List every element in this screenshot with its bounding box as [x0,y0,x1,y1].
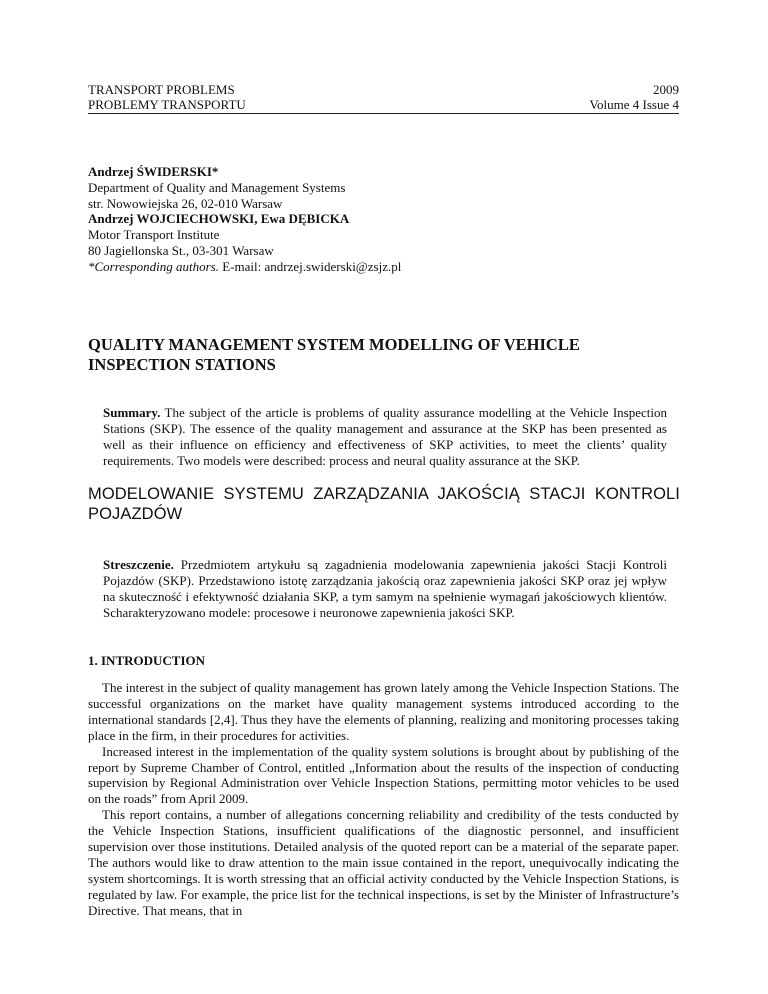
abstract-text: Przedmiotem artykułu są zagadnienia modelowania zapewnienia jakości Stacji Kontroli Pojazdów (SKP). Przedstawiono istotę zarządzania jakością oraz zapewnienia jakości SKP oraz jej wpływ na skuteczność i efektywność działania SKP, a tym samym na spełnienie wymagań jakościowych klientów. Scharakteryzowano modele: procesowe i neuronowe zapewnienia jakości SKP. [103,557,667,620]
body-text [88,680,679,919]
affiliation-address: str. Nowowiejska 26, 02-010 Warsaw [88,195,283,211]
affiliation-address: 80 Jagiellonska St., 03-301 Warsaw [88,242,274,258]
corresponding-author [88,259,688,275]
author-block [88,164,688,275]
journal-name-pl: PROBLEMY TRANSPORTU [88,97,246,112]
corresponding-email: E-mail: andrzej.swiderski@zsjz.pl [218,258,402,274]
affiliation-line: Department of Quality and Management Systems [88,179,346,195]
paragraph: The interest in the subject of quality management has grown lately among the Vehicle Inspection Stations. The successful organizations on the market have quality management systems introduced according to the international standards [2,4]. Thus they have the elements of planning, realizing and monitoring processes taking place in the firm, in their procedures for activities. [88,680,679,743]
paragraph: Increased interest in the implementation of the quality system solutions is brought about by publishing of the report by Supreme Chamber of Control, entitled „Information about the results of the inspection of conducting supervision by Regional Administration over Vehicle Inspection Stations, permitting motor vehicles to be used on the roads” from April 2009. [88,743,679,807]
abstract-pl [103,557,667,621]
abstract-en [103,405,667,469]
section-heading: 1. INTRODUCTION [88,653,206,668]
author-name: Andrzej WOJCIECHOWSKI, Ewa DĘBICKA [88,211,350,227]
journal-year: 2009 [653,82,679,97]
author-name: Andrzej ŚWIDERSKI* [88,164,219,179]
journal-volume: Volume 4 Issue 4 [589,97,679,112]
abstract-text: The subject of the article is problems of quality assurance modelling at the Vehicle Inspection Stations (SKP). The essence of the quality management and assurance at the SKP has been presented as well as their influence on efficiency and effectiveness of SKP activities, to meet the clients’ quality requirements. Two models were described: process and neural quality assurance at the SKP. [103,405,667,468]
paper-title-en [88,335,688,374]
abstract-label: Summary. [103,405,161,420]
affiliation-line: Motor Transport Institute [88,227,220,243]
paper-title-line: INSPECTION STATIONS [88,354,276,374]
running-header [88,82,679,114]
corresponding-label: *Corresponding authors. [88,258,219,274]
paragraph: This report contains, a number of allegations concerning reliability and credibility of the tests conducted by the Vehicle Inspection Stations, insufficient qualifications of the diagnostic personnel, and insufficient supervision over those institutions. Detailed analysis of the quoted report can be a material of the separate paper. The authors would like to draw attention to the main issue contained in the report, unequivocally indicating the system shortcomings. It is worth stressing that an official activity conducted by the Vehicle Inspection Stations, is regulated by law. For example, the price list for the technical inspections, is set by the Minister of Infrastructure’s Directive. That means, that in [88,807,679,918]
paper-title-pl: MODELOWANIE SYSTEMU ZARZĄDZANIA JAKOŚCIĄ STACJI KONTROLI POJAZDÓW [88,485,680,523]
abstract-label: Streszczenie. [103,557,174,572]
paper-title-line: QUALITY MANAGEMENT SYSTEM MODELLING OF VEHICLE [88,335,580,354]
journal-name-en: TRANSPORT PROBLEMS [88,82,235,97]
